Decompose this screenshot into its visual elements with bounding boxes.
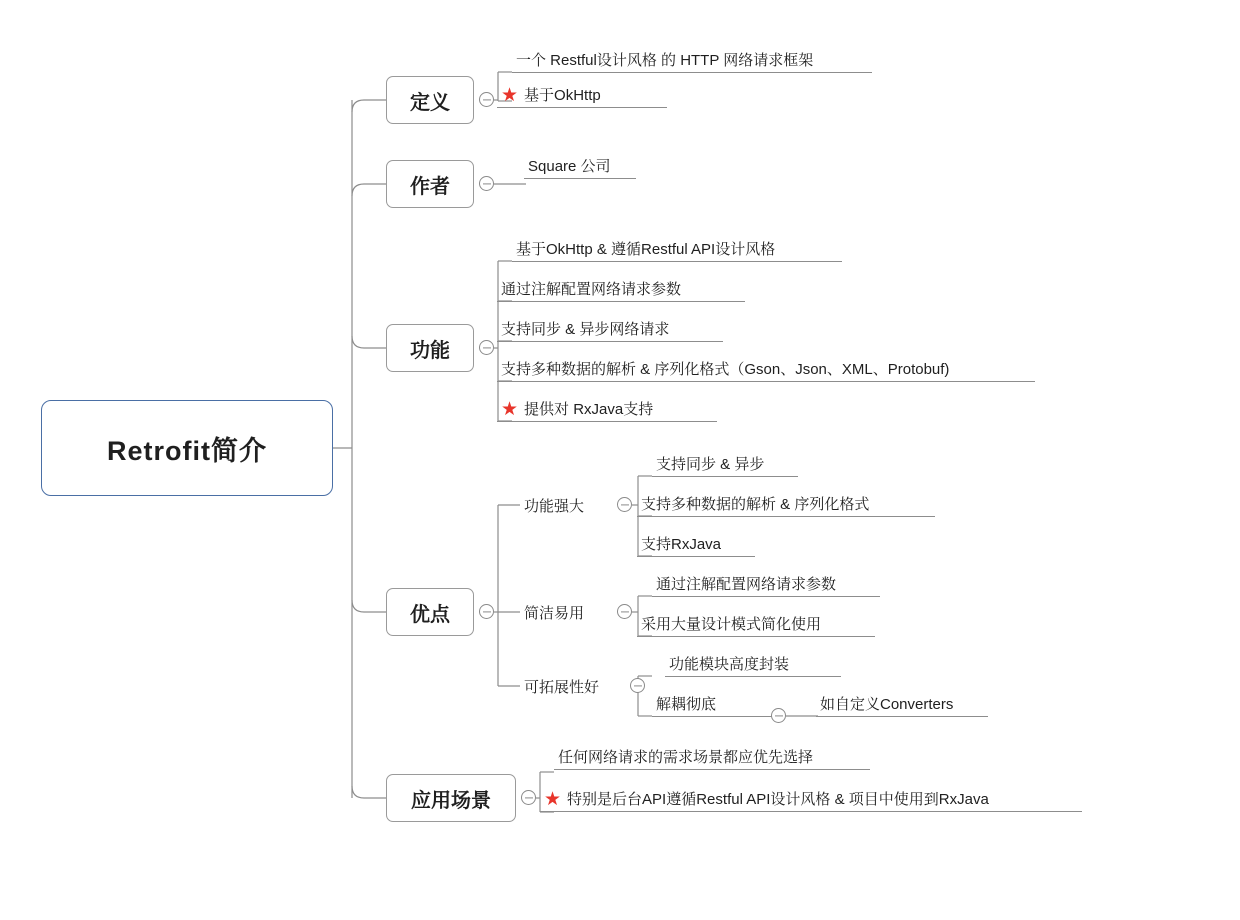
leaf-powerful-2-label: 支持多种数据的解析 & 序列化格式 [641, 495, 870, 513]
collapse-toggle-icon-simple[interactable] [617, 604, 632, 619]
leaf-definition-1-label: 一个 Restful设计风格 的 HTTP 网络请求框架 [516, 51, 814, 69]
leaf-definition-2-label: 基于OkHttp [524, 86, 601, 104]
leaf-author-1-label: Square 公司 [528, 157, 611, 175]
group-powerful-text: 功能强大 [524, 497, 585, 515]
branch-node-scenarios[interactable] [386, 774, 516, 822]
group-label-powerful[interactable] [524, 494, 624, 516]
leaf-definition-2[interactable] [497, 74, 667, 108]
group-label-extensible[interactable] [524, 675, 636, 697]
collapse-toggle-icon-author[interactable] [479, 176, 494, 191]
group-extensible-text: 可拓展性好 [524, 678, 600, 696]
leaf-features-5-label: 提供对 RxJava支持 [524, 400, 654, 418]
leaf-features-5[interactable] [497, 388, 717, 422]
collapse-toggle-icon-decoupling[interactable] [771, 708, 786, 723]
leaf-simple-2[interactable] [637, 611, 875, 637]
root-node-label: Retrofit简介 [107, 435, 267, 466]
leaf-extensible-2[interactable] [652, 691, 772, 717]
leaf-extensible-1[interactable] [665, 651, 841, 677]
collapse-toggle-icon-scenarios[interactable] [521, 790, 536, 805]
leaf-scenarios-2[interactable] [540, 778, 1082, 812]
group-label-simple[interactable] [524, 601, 624, 623]
collapse-toggle-icon-extensible[interactable] [630, 678, 645, 693]
leaf-simple-2-label: 采用大量设计模式简化使用 [641, 615, 822, 633]
star-icon-definition-2: ★ [501, 85, 519, 106]
leaf-features-4[interactable] [497, 356, 1035, 382]
group-simple-text: 简洁易用 [524, 604, 585, 622]
branch-node-features[interactable] [386, 324, 474, 372]
star-icon-scenarios-2: ★ [544, 789, 562, 810]
leaf-scenarios-2-label: 特别是后台API遵循Restful API设计风格 & 项目中使用到RxJava [567, 790, 989, 808]
branch-label-features: 功能 [410, 339, 450, 362]
leaf-powerful-1-label: 支持同步 & 异步 [656, 455, 765, 473]
branch-node-advantages[interactable] [386, 588, 474, 636]
branch-label-author: 作者 [410, 175, 450, 198]
leaf-extensible-2-sub[interactable] [816, 691, 988, 717]
leaf-features-3-label: 支持同步 & 异步网络请求 [501, 320, 670, 338]
branch-node-author[interactable] [386, 160, 474, 208]
leaf-simple-1-label: 通过注解配置网络请求参数 [656, 575, 837, 593]
branch-node-definition[interactable] [386, 76, 474, 124]
leaf-features-1[interactable] [512, 236, 842, 262]
leaf-features-1-label: 基于OkHttp & 遵循Restful API设计风格 [516, 240, 776, 258]
leaf-powerful-2[interactable] [637, 491, 935, 517]
leaf-scenarios-1-label: 任何网络请求的需求场景都应优先选择 [558, 748, 814, 766]
branch-label-definition: 定义 [410, 91, 450, 114]
collapse-toggle-icon-powerful[interactable] [617, 497, 632, 512]
leaf-author-1[interactable] [524, 152, 636, 179]
leaf-simple-1[interactable] [652, 571, 880, 597]
leaf-extensible-2-sub-label: 如自定义Converters [820, 695, 954, 713]
leaf-powerful-3-label: 支持RxJava [641, 535, 722, 553]
leaf-definition-1[interactable] [512, 47, 872, 73]
leaf-extensible-1-label: 功能模块高度封装 [669, 655, 790, 673]
leaf-extensible-2-label: 解耦彻底 [656, 695, 717, 713]
leaf-features-4-label: 支持多种数据的解析 & 序列化格式（Gson、Json、XML、Protobuf) [501, 360, 950, 378]
leaf-features-2-label: 通过注解配置网络请求参数 [501, 280, 682, 298]
collapse-toggle-icon-definition[interactable] [479, 92, 494, 107]
branch-label-scenarios: 应用场景 [411, 789, 491, 812]
collapse-toggle-icon-advantages[interactable] [479, 604, 494, 619]
leaf-scenarios-1[interactable] [554, 744, 870, 770]
leaf-powerful-1[interactable] [652, 451, 798, 477]
star-icon-features-5: ★ [501, 399, 519, 420]
root-node[interactable] [41, 400, 333, 496]
leaf-powerful-3[interactable] [637, 531, 755, 557]
branch-label-advantages: 优点 [410, 603, 450, 626]
collapse-toggle-icon-features[interactable] [479, 340, 494, 355]
leaf-features-2[interactable] [497, 276, 745, 302]
leaf-features-3[interactable] [497, 316, 723, 342]
